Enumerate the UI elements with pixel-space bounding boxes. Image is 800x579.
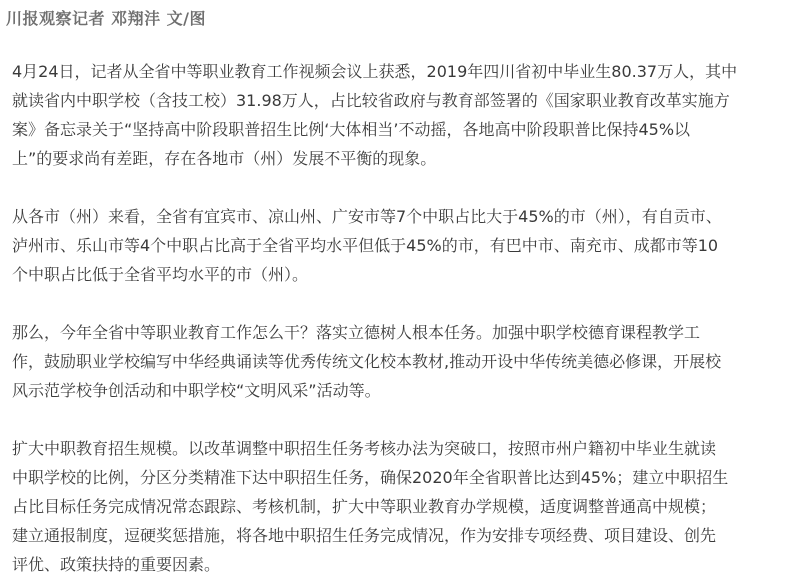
paragraph-line: 4月24日，记者从全省中等职业教育工作视频会议上获悉，2019年四川省初中毕业生80.37万人，其中 [12,62,738,81]
paragraph-3 [12,318,794,405]
paragraph-4 [12,434,794,579]
paragraph-2 [12,202,794,289]
article-byline: 川报观察记者 邓翔沣 文/图 [6,9,206,28]
paragraph-line: 个中职占比低于全省平均水平的市（州）。 [12,265,309,284]
paragraph-line: 案》备忘录关于“坚持高中阶段职普招生比例‘大体相当’不动摇，各地高中阶段职普比保持45%以 [12,120,691,139]
paragraph-line: 作，鼓励职业学校编写中华经典诵读等优秀传统文化校本教材,推动开设中华传统美德必修课，开展校 [12,352,722,371]
paragraph-line: 占比目标任务完成情况常态跟踪、考核机制，扩大中等职业教育办学规模，适度调整普通高中规模； [12,497,717,516]
paragraph-line: 那么，今年全省中等职业教育工作怎么干？落实立德树人根本任务。加强中职学校德育课程教学工 [12,323,701,342]
paragraph-line: 从各市（州）来看，全省有宜宾市、凉山州、广安市等7个中职占比大于45%的市（州），有自贡市、 [12,207,722,226]
article-body [12,57,794,579]
paragraph-line: 泸州市、乐山市等4个中职占比高于全省平均水平但低于45%的市，有巴中市、南充市、成都市等10 [12,236,719,255]
paragraph-1 [12,57,794,173]
paragraph-line: 扩大中职教育招生规模。以改革调整中职招生任务考核办法为突破口，按照市州户籍初中毕业生就读 [12,439,717,458]
paragraph-line: 就读省内中职学校（含技工校）31.98万人，占比较省政府与教育部签署的《国家职业教育改革实施方 [12,91,730,110]
paragraph-line: 风示范学校争创活动和中职学校“文明风采”活动等。 [12,381,381,400]
paragraph-line: 评优、政策扶持的重要因素。 [12,555,221,574]
paragraph-line: 上”的要求尚有差距，存在各地市（州）发展不平衡的现象。 [12,149,437,168]
paragraph-line: 建立通报制度，逗硬奖惩措施，将各地中职招生任务完成情况，作为安排专项经费、项目建设、创先 [12,526,717,545]
paragraph-line: 中职学校的比例，分区分类精准下达中职招生任务，确保2020年全省职普比达到45%；建立中职招生 [12,468,729,487]
